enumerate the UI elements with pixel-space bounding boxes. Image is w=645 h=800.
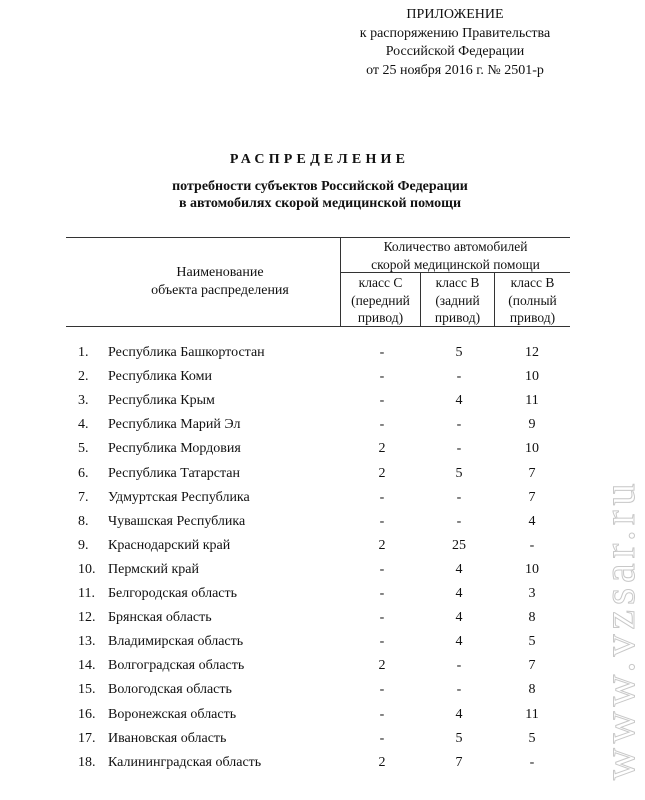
- table-row: [0, 561, 639, 585]
- row-class-b-full-value: 12: [525, 345, 539, 360]
- table-row: [0, 609, 639, 633]
- row-region-name: Республика Марий Эл: [108, 417, 241, 433]
- row-class-c-value: -: [379, 682, 385, 698]
- row-class-c-value: 2: [378, 465, 386, 481]
- row-class-c-value: 2: [378, 658, 386, 674]
- annex-date-number: от 25 ноября 2016 г. № 2501-р: [366, 62, 544, 78]
- row-class-c-value: -: [379, 417, 385, 433]
- annex-header: [330, 6, 580, 80]
- annex-title: ПРИЛОЖЕНИЕ: [406, 7, 504, 22]
- table-row: [0, 440, 639, 464]
- row-class-b-rear-value: -: [456, 369, 462, 385]
- row-class-b-full-value: 7: [528, 489, 536, 505]
- row-class-c-value: -: [379, 730, 385, 746]
- row-class-b-rear-value: 4: [455, 561, 463, 577]
- row-class-b-full-value: 5: [528, 730, 536, 746]
- row-number: 14.: [78, 658, 96, 674]
- row-class-b-rear-value: 4: [455, 706, 463, 722]
- row-class-c-value: -: [379, 489, 385, 505]
- row-class-b-rear-value: -: [456, 682, 462, 698]
- row-number: 13.: [78, 634, 96, 650]
- row-class-b-full-value: 10: [525, 561, 539, 577]
- row-class-b-rear-value: 4: [455, 634, 463, 650]
- document-subtitle: [80, 178, 560, 212]
- table-row: [0, 537, 639, 561]
- row-region-name: Республика Коми: [108, 369, 212, 385]
- row-class-c-value: -: [379, 561, 385, 577]
- annex-order-line: к распоряжению Правительства: [359, 25, 551, 41]
- row-number: 16.: [78, 706, 96, 722]
- row-number: 15.: [78, 682, 96, 698]
- row-class-b-full-value: -: [529, 754, 535, 770]
- row-number: 7.: [78, 489, 89, 505]
- row-number: 2.: [78, 369, 89, 385]
- column-header-quantity: Количество автомобилей скорой медицинской помощи: [371, 239, 540, 272]
- row-class-b-full-value: 4: [528, 513, 536, 529]
- row-region-name: Брянская область: [108, 610, 212, 626]
- row-class-b-rear-value: 7: [455, 754, 463, 770]
- row-class-c-value: 2: [378, 537, 386, 553]
- subtitle-line-1: потребности субъектов Российской Федерации: [172, 179, 468, 194]
- row-class-b-rear-value: 5: [455, 345, 463, 360]
- table-row: [0, 368, 639, 392]
- row-class-c-value: -: [379, 369, 385, 385]
- column-header-name: Наименование объекта распределения: [151, 265, 289, 298]
- table-row: [0, 465, 639, 489]
- row-class-b-rear-value: -: [456, 658, 462, 674]
- row-class-b-rear-value: 5: [455, 465, 463, 481]
- row-number: 18.: [78, 754, 96, 770]
- row-class-b-full-value: 5: [528, 634, 536, 650]
- row-class-b-rear-value: 5: [455, 730, 463, 746]
- row-class-b-rear-value: -: [456, 513, 462, 529]
- row-number: 4.: [78, 417, 89, 433]
- row-region-name: Чувашская Республика: [108, 513, 246, 529]
- row-region-name: Вологодская область: [108, 682, 232, 698]
- row-class-b-rear-value: 4: [455, 393, 463, 409]
- row-region-name: Краснодарский край: [108, 537, 231, 553]
- row-class-b-rear-value: -: [456, 489, 462, 505]
- row-class-b-rear-value: -: [456, 441, 462, 457]
- row-class-c-value: 2: [378, 441, 386, 457]
- row-class-b-full-value: 10: [525, 441, 539, 457]
- row-class-b-rear-value: 4: [455, 610, 463, 626]
- row-region-name: Республика Татарстан: [108, 465, 241, 481]
- row-region-name: Волгоградская область: [108, 658, 245, 674]
- table-row: [0, 706, 639, 730]
- row-number: 12.: [78, 610, 96, 626]
- row-region-name: Калининградская область: [108, 754, 262, 770]
- table-row: [0, 513, 639, 537]
- row-class-b-rear-value: 4: [455, 586, 463, 601]
- row-number: 1.: [78, 345, 89, 360]
- row-region-name: Пермский край: [108, 561, 199, 577]
- row-class-b-full-value: 7: [528, 658, 536, 674]
- row-class-b-full-value: 11: [525, 706, 539, 722]
- row-number: 9.: [78, 537, 89, 553]
- row-class-b-full-value: 10: [525, 369, 539, 385]
- row-class-b-rear-value: 25: [452, 537, 466, 553]
- row-region-name: Удмуртская Республика: [108, 489, 250, 505]
- row-number: 5.: [78, 441, 89, 457]
- row-class-b-full-value: 8: [528, 682, 536, 698]
- row-number: 10.: [78, 561, 96, 577]
- row-class-c-value: -: [379, 610, 385, 626]
- table-row: [0, 657, 639, 681]
- row-number: 6.: [78, 465, 89, 481]
- row-class-c-value: -: [379, 345, 385, 360]
- row-class-c-value: -: [379, 513, 385, 529]
- column-header-class-c: класс С (передний привод): [351, 275, 410, 325]
- subtitle-line-2: в автомобилях скорой медицинской помощи: [178, 196, 462, 211]
- table-row: [0, 754, 639, 778]
- row-class-b-full-value: 3: [528, 586, 536, 601]
- row-region-name: Владимирская область: [108, 634, 244, 650]
- row-class-c-value: -: [379, 393, 385, 409]
- row-region-name: Республика Мордовия: [108, 441, 241, 457]
- document-title: РАСПРЕДЕЛЕНИЕ: [229, 152, 410, 167]
- row-number: 3.: [78, 393, 89, 409]
- row-class-b-full-value: -: [529, 537, 535, 553]
- row-class-c-value: 2: [378, 754, 386, 770]
- row-class-c-value: -: [379, 706, 385, 722]
- row-class-c-value: -: [379, 586, 385, 601]
- row-number: 8.: [78, 513, 89, 529]
- table-row: [0, 344, 639, 368]
- row-region-name: Республика Башкортостан: [108, 345, 265, 360]
- column-header-class-b-full: класс В (полный привод): [508, 275, 557, 325]
- table-row: [0, 489, 639, 513]
- row-class-b-full-value: 8: [528, 610, 536, 626]
- table-row: [0, 392, 639, 416]
- table-row: [0, 416, 639, 440]
- row-class-b-full-value: 9: [528, 417, 536, 433]
- row-number: 11.: [78, 586, 95, 601]
- row-region-name: Ивановская область: [108, 730, 227, 746]
- row-class-b-full-value: 11: [525, 393, 539, 409]
- column-header-class-b-rear: класс В (задний привод): [434, 275, 481, 325]
- annex-government-line: Российской Федерации: [385, 44, 525, 59]
- table-row: [0, 585, 639, 609]
- row-class-b-full-value: 7: [528, 465, 536, 481]
- watermark: www.vzsar.ru: [595, 478, 644, 780]
- row-class-b-rear-value: -: [456, 417, 462, 433]
- table-row: [0, 730, 639, 754]
- row-class-c-value: -: [379, 634, 385, 650]
- row-region-name: Воронежская область: [108, 706, 237, 722]
- row-number: 17.: [78, 730, 96, 746]
- table-row: [0, 681, 639, 705]
- row-region-name: Республика Крым: [108, 393, 215, 409]
- row-region-name: Белгородская область: [108, 586, 238, 601]
- table-row: [0, 633, 639, 657]
